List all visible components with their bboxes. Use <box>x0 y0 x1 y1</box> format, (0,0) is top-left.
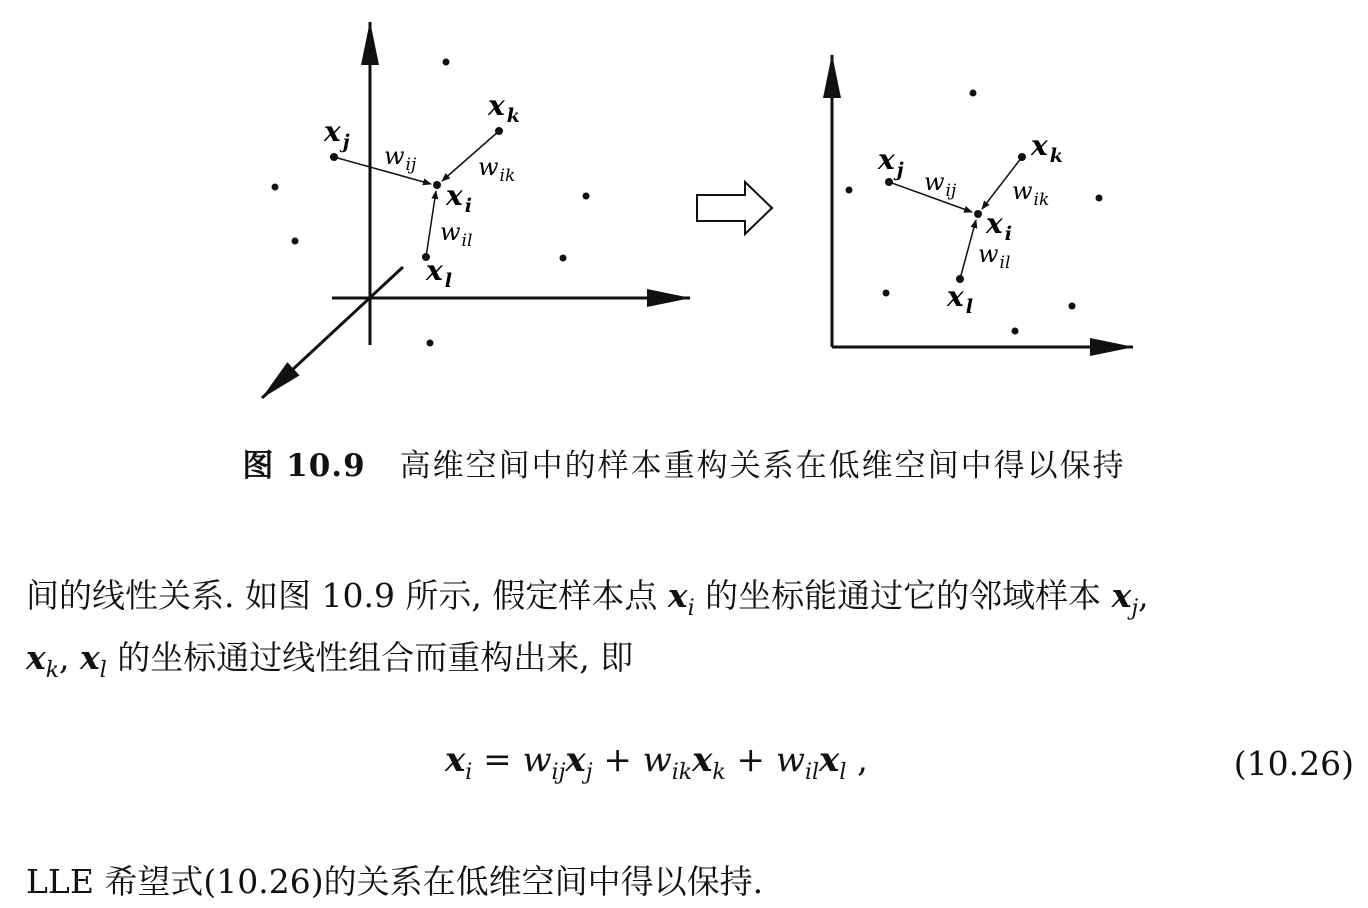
label-wil: $w_{il}$ <box>978 240 1011 273</box>
eq-lhs: $x_i$ <box>445 740 473 785</box>
right-panel <box>832 55 1133 347</box>
text-run: , <box>1138 576 1149 615</box>
label-wij: $w_{ij}$ <box>384 142 417 175</box>
eq-x2: $x_k$ <box>692 740 726 785</box>
weight-arrow-il <box>426 191 436 257</box>
eq-x1: $x_j$ <box>565 740 593 785</box>
lle-figure <box>0 0 1368 420</box>
label-xk: x $_k$ <box>1031 129 1063 167</box>
var-xi: $x_i$ <box>667 576 695 621</box>
point-xi <box>433 181 441 189</box>
label-xk: x $_k$ <box>488 89 520 127</box>
text-run: 的坐标能通过它的邻域样本 <box>694 576 1112 615</box>
point <box>1096 195 1103 202</box>
point <box>292 238 299 245</box>
eq-x3: $x_l$ <box>819 740 847 785</box>
eq-w2: $w_{ik}$ <box>642 740 693 785</box>
text-run: 的坐标通过线性组合而重构出来, 即 <box>106 638 634 677</box>
point <box>970 90 977 97</box>
eq-tail: , <box>846 740 868 780</box>
label-xl: x $_l$ <box>426 254 452 292</box>
label-wik: $w_{ik}$ <box>1012 177 1050 210</box>
eq-plus: + <box>725 740 776 780</box>
figure-number: 图 10.9 <box>242 448 366 484</box>
left-axis-depth <box>262 267 403 398</box>
label-xl: x $_l$ <box>947 280 973 318</box>
left-panel <box>262 22 690 398</box>
paragraph-line-2 <box>26 632 633 683</box>
point <box>272 184 279 191</box>
eq-equals: = <box>472 740 523 780</box>
label-xj: x $_j$ <box>324 115 350 153</box>
point <box>560 255 567 262</box>
label-wij: $w_{ij}$ <box>924 168 957 201</box>
label-xi: x $_i$ <box>986 207 1012 245</box>
point <box>883 290 890 297</box>
label-wil: $w_{il}$ <box>440 218 473 251</box>
paragraph-2: LLE 希望式(10.26)的关系在低维空间中得以保持. <box>26 862 764 901</box>
figure-caption <box>0 440 1368 485</box>
eq-plus: + <box>592 740 643 780</box>
point <box>583 193 590 200</box>
point-xi <box>974 210 982 218</box>
var-xj: $x_j$ <box>1111 576 1139 621</box>
equation-number: (10.26) <box>1233 744 1354 783</box>
label-wik: $w_{ik}$ <box>478 153 516 186</box>
weight-arrow-il <box>960 220 976 279</box>
text-run: 间的线性关系. 如图 10.9 所示, 假定样本点 <box>26 576 668 615</box>
point <box>427 340 434 347</box>
point <box>1012 328 1019 335</box>
caption-text: 高维空间中的样本重构关系在低维空间中得以保持 <box>399 448 1126 484</box>
eq-w3: $w_{il}$ <box>775 740 820 785</box>
label-xi: x $_i$ <box>446 179 472 217</box>
var-xl: $x_l$ <box>80 638 107 683</box>
label-xj: x $_j$ <box>878 143 904 181</box>
point <box>846 187 853 194</box>
mapping-arrow-icon <box>697 182 772 234</box>
var-xk: $x_k$ <box>26 638 60 683</box>
text-run: , <box>59 638 81 677</box>
eq-w1: $w_{ij}$ <box>522 740 566 785</box>
weight-arrow-ij <box>334 157 431 184</box>
paragraph-line-1 <box>26 570 1149 621</box>
equation-10-26 <box>445 740 868 785</box>
point <box>443 59 450 66</box>
point <box>1069 303 1076 310</box>
